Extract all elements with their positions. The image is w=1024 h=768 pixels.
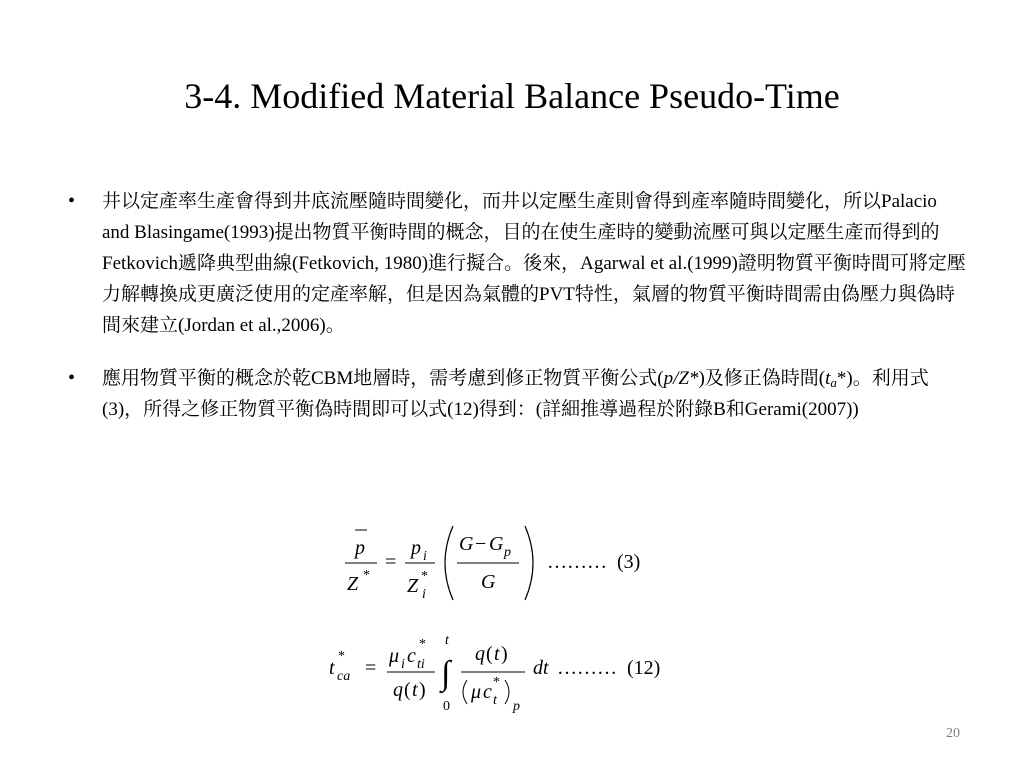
- eq12-num-lparen: (: [486, 643, 493, 665]
- eq12-num-q: q: [475, 643, 485, 665]
- left-paren: [445, 526, 453, 600]
- integral-upper: t: [445, 633, 449, 648]
- eq12-lhs-sub: ca: [337, 669, 351, 684]
- eq3-bracket-num-a: G: [459, 533, 474, 555]
- formula-p-over-z: p/Z*: [663, 368, 699, 389]
- eq12-c: c: [407, 645, 416, 667]
- eq3-rhs-num: p: [411, 537, 421, 559]
- left-paren: [463, 680, 467, 704]
- eq12-equals: =: [365, 657, 377, 679]
- eq12-mu: μ: [389, 645, 400, 667]
- eq12-label: (12): [627, 657, 661, 679]
- bullet-text-part: 應用物質平衡的概念於乾CBM地層時，需考慮到修正物質平衡公式(: [102, 368, 664, 389]
- eq3-bracket-num-b: G: [489, 533, 504, 555]
- eq3-minus: −: [475, 533, 487, 555]
- equation-3: [335, 520, 675, 610]
- eq12-den-lparen: (: [404, 679, 411, 701]
- eq12-lhs: t: [329, 657, 335, 679]
- eq3-lhs-den: Z: [347, 573, 359, 595]
- page-number: 20: [946, 726, 960, 741]
- formula-t: t: [825, 368, 831, 389]
- eq12-den-rparen: ): [419, 679, 426, 701]
- bullet-text-part: )及修正偽時間(: [698, 368, 826, 389]
- eq12-dt: dt: [533, 657, 549, 679]
- eq3-dots: ………: [547, 551, 607, 573]
- eq3-rhs-den-sub: i: [422, 587, 426, 602]
- bullet-item-modified-pseudo-time: [68, 363, 968, 425]
- eq3-rhs-den-star: *: [421, 569, 428, 584]
- eq12-den-q: q: [393, 679, 403, 701]
- eq12-mu-sub: i: [401, 657, 405, 672]
- eq12-num-rparen: ): [501, 643, 508, 665]
- integral-lower: 0: [443, 699, 450, 714]
- bullet-item-material-balance-time: • 井以定產率生產會得到井底流壓隨時間變化，而井以定壓生產則會得到產率隨時間變化，所以Palacio and Blasingame(1993)提出物質平衡時間的概念，目的在使生產時的變動流壓可與以定壓生產而得到的Fetkovich遞降典型曲線(Fetkovich, 1980)進行擬合。後來，Agarwal et al.(1999)證明物質平衡時間可將定壓力解轉換成更廣泛使用的定產率解，但是因為氣體的PVT特性，氣層的物質平衡時間需由偽壓力與偽時間來建立(Jordan et al.,2006)。: [68, 186, 968, 341]
- eq12-den-c-star: *: [493, 675, 500, 690]
- eq12-den-c: c: [483, 681, 492, 703]
- eq12-den-t: t: [412, 679, 418, 701]
- right-paren: [525, 526, 533, 600]
- eq12-den-mu: μ: [471, 681, 482, 703]
- eq3-lhs-star: *: [363, 568, 370, 583]
- eq3-label: (3): [617, 551, 641, 573]
- eq3-equals: =: [385, 551, 397, 573]
- right-paren: [505, 680, 509, 704]
- formula-star: *: [836, 368, 847, 389]
- equation-3-svg: [335, 520, 675, 610]
- eq3-bracket-den: G: [481, 571, 496, 593]
- bullet-text-part: )。利用式(3)，所得之修正物質平衡偽時間即可以式(12)得到：(詳細推導過程於附錄B和Gerami(2007)): [102, 368, 929, 420]
- eq12-den-c-sub: t: [493, 693, 497, 708]
- eq3-rhs-den: Z: [407, 575, 419, 597]
- eq12-c-star: *: [419, 637, 426, 652]
- eq12-dots: ………: [557, 657, 617, 679]
- integral-sign: ∫: [441, 655, 451, 692]
- formula-t-subscript: a: [830, 375, 837, 390]
- equation-12: [325, 628, 685, 718]
- eq3-rhs-num-sub: i: [423, 549, 427, 564]
- eq3-bracket-num-b-sub: p: [504, 545, 511, 560]
- eq12-lhs-star: *: [338, 649, 345, 664]
- eq12-num-t: t: [494, 643, 500, 665]
- bullet-list: [68, 186, 968, 447]
- slide-title: 3-4. Modified Material Balance Pseudo-Time: [184, 76, 840, 116]
- eq12-den-p-sub: p: [513, 699, 520, 714]
- eq3-lhs-num: p: [355, 537, 365, 559]
- equation-12-svg: [325, 628, 685, 718]
- eq12-c-sub: ti: [417, 657, 425, 672]
